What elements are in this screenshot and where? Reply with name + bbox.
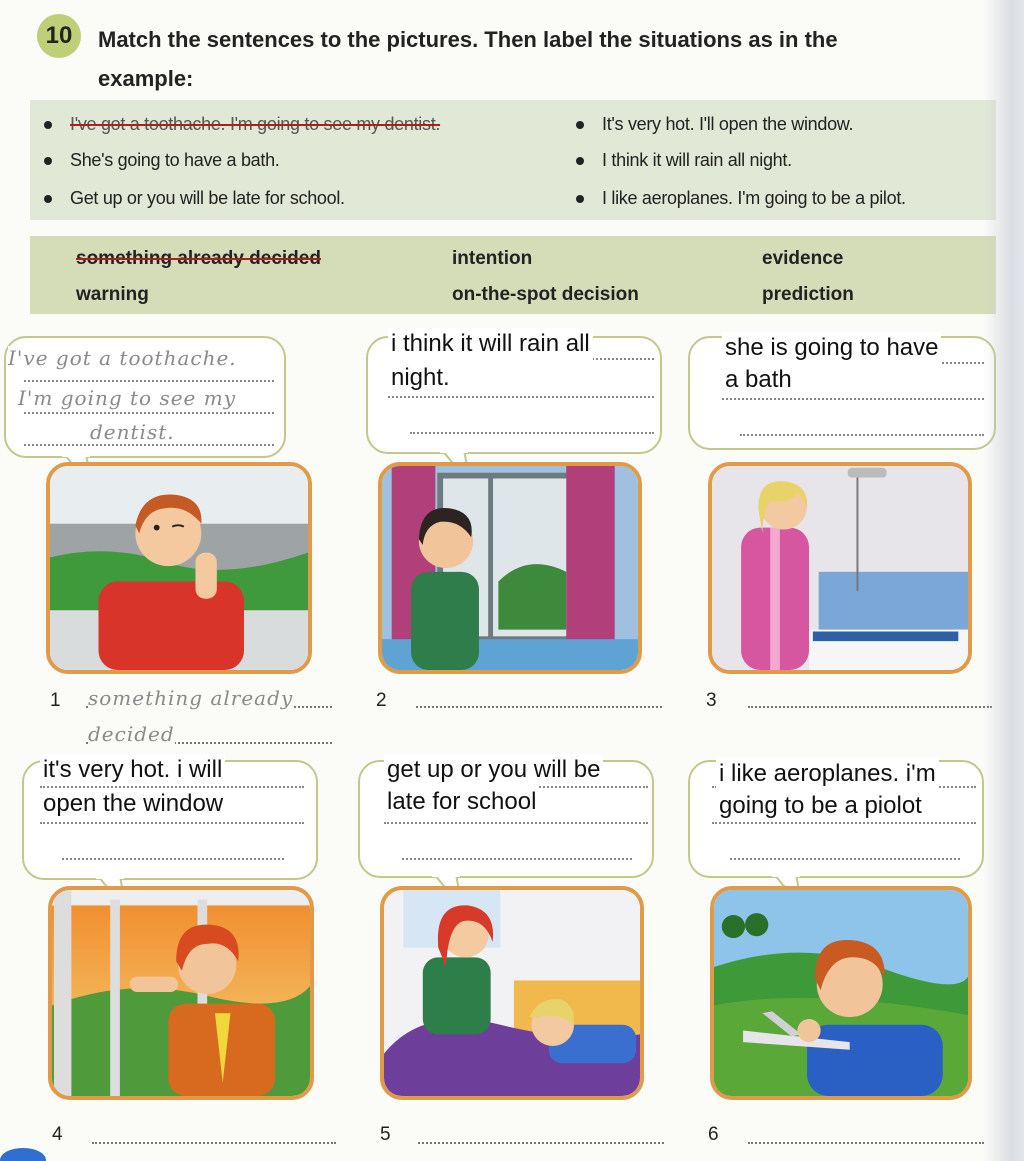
bubble-5-line-1: get up or you will be [384, 754, 603, 786]
sentence-item [576, 188, 906, 209]
picture-3-bath [708, 462, 972, 674]
bubble-3-line-1: she is going to have [722, 332, 941, 364]
bubble-4-line-1: it's very hot. i will [40, 754, 225, 786]
bubble-1-line-1: I've got a toothache. [8, 346, 237, 370]
answer-dotted-line [410, 432, 654, 434]
bullet-icon [576, 195, 584, 203]
bullet-icon [44, 195, 52, 203]
instruction-line-1: Match the sentences to the pictures. Then label the situations as in the [98, 27, 838, 52]
sentence-text: Get up or you will be late for school. [70, 188, 345, 208]
answer-dotted-line [24, 380, 274, 382]
answer-dotted-line [402, 858, 632, 860]
label-prediction: prediction [762, 284, 854, 305]
sentence-item [576, 114, 853, 135]
picture-4-window [48, 886, 314, 1100]
item-number-3: 3 [706, 690, 717, 711]
bubble-6-line-2: going to be a piolot [716, 790, 925, 822]
answer-dotted-line [388, 396, 654, 398]
exercise-number-badge: 10 [37, 14, 81, 58]
sentences-box [30, 100, 996, 220]
bubble-1-line-2: I'm going to see my [18, 386, 236, 410]
sentence-item [44, 150, 280, 171]
exercise-instruction [98, 20, 968, 98]
answer-dotted-line [384, 822, 648, 824]
instruction-line-2: example: [98, 66, 194, 91]
answer-dotted-line[interactable] [92, 1142, 336, 1144]
picture-5-bedroom [380, 886, 644, 1100]
item-number-2: 2 [376, 690, 387, 711]
answer-dotted-line [24, 444, 274, 446]
bullet-icon [576, 157, 584, 165]
label-evidence: evidence [762, 248, 844, 269]
sentence-item [576, 150, 792, 171]
sentence-text: I like aeroplanes. I'm going to be a pilot. [602, 188, 906, 208]
answer-dotted-line[interactable] [418, 1142, 664, 1144]
bubble-6-line-1: i like aeroplanes. i'm [716, 758, 939, 790]
answer-dotted-line[interactable] [748, 1142, 984, 1144]
item-number-1: 1 [50, 690, 61, 711]
sentence-text: I've got a toothache. I'm going to see my dentist. [70, 114, 441, 134]
answer-dotted-line [740, 434, 984, 436]
item-number-4: 4 [52, 1124, 63, 1145]
label-on-the-spot-decision: on-the-spot decision [452, 284, 639, 305]
answer-dotted-line[interactable] [416, 706, 662, 708]
bubble-3-line-2: a bath [722, 364, 795, 396]
page-edge-shadow [984, 0, 1024, 1161]
picture-2-rain [378, 462, 642, 674]
bubble-2-line-1: i think it will rain all [388, 328, 593, 360]
answer-1-line-2: decided [88, 722, 175, 746]
picture-6-aeroplane [710, 886, 972, 1100]
label-intention: intention [452, 248, 533, 269]
answer-dotted-line [24, 412, 274, 414]
picture-1-toothache [46, 462, 312, 674]
answer-dotted-line [722, 398, 984, 400]
bubble-5-line-2: late for school [384, 786, 539, 818]
bubble-2-line-2: night. [388, 362, 453, 394]
bubble-1-line-3: dentist. [90, 420, 175, 444]
situation-labels-box [30, 236, 996, 314]
bubble-4-line-2: open the window [40, 788, 226, 820]
item-number-5: 5 [380, 1124, 391, 1145]
item-number-6: 6 [708, 1124, 719, 1145]
bullet-icon [44, 121, 52, 129]
sentence-text: It's very hot. I'll open the window. [602, 114, 854, 134]
answer-dotted-line [40, 822, 304, 824]
label-something-already-decided: something already decided [76, 248, 321, 269]
label-warning: warning [76, 284, 149, 305]
sentence-item [44, 114, 440, 135]
page-corner-mark-icon [0, 1148, 46, 1161]
answer-dotted-line [730, 858, 960, 860]
bullet-icon [44, 157, 52, 165]
answer-dotted-line[interactable] [748, 706, 992, 708]
answer-dotted-line [712, 822, 976, 824]
sentence-text: I think it will rain all night. [602, 150, 792, 170]
bullet-icon [576, 121, 584, 129]
sentence-item [44, 188, 345, 209]
answer-1-line-1: something already [88, 686, 294, 710]
answer-dotted-line [62, 858, 284, 860]
sentence-text: She's going to have a bath. [70, 150, 280, 170]
